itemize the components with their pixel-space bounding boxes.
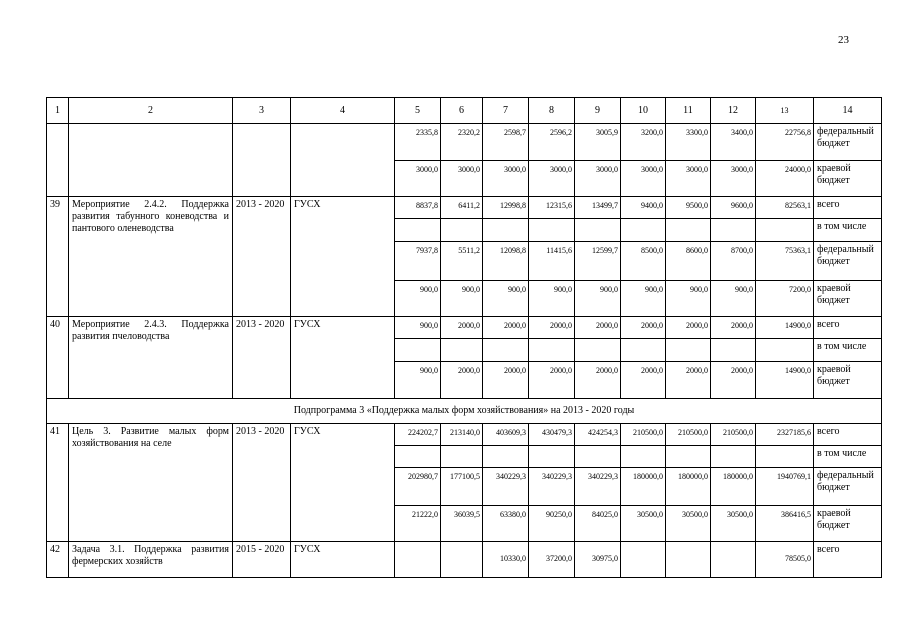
period-cell bbox=[233, 124, 291, 197]
total-cell: 14900,0 bbox=[756, 362, 814, 399]
value-cell: 9500,0 bbox=[666, 197, 711, 219]
value-cell bbox=[711, 339, 756, 362]
value-cell: 7937,8 bbox=[395, 242, 441, 281]
value-cell: 6411,2 bbox=[441, 197, 483, 219]
value-cell: 340229,3 bbox=[529, 468, 575, 506]
value-cell: 900,0 bbox=[711, 281, 756, 317]
period-cell: 2013 - 2020 bbox=[233, 424, 291, 542]
row-number-cell: 42 bbox=[47, 542, 69, 578]
value-cell: 900,0 bbox=[621, 281, 666, 317]
total-cell: 78505,0 bbox=[756, 542, 814, 578]
column-header: 13 bbox=[756, 98, 814, 124]
funding-source-cell: федеральный бюджет bbox=[814, 242, 882, 281]
value-cell bbox=[621, 542, 666, 578]
column-number-row bbox=[47, 98, 882, 124]
value-cell: 900,0 bbox=[395, 281, 441, 317]
funding-source-cell: всего bbox=[814, 197, 882, 219]
value-cell: 9600,0 bbox=[711, 197, 756, 219]
value-cell bbox=[441, 446, 483, 468]
value-cell: 8837,8 bbox=[395, 197, 441, 219]
value-cell bbox=[483, 339, 529, 362]
column-header: 1 bbox=[47, 98, 69, 124]
funding-source-cell: всего bbox=[814, 317, 882, 339]
total-cell bbox=[756, 339, 814, 362]
item-name-cell: Мероприятие 2.4.2. Поддержка развития табунного коневодства и пантового оленеводства bbox=[69, 197, 233, 317]
value-cell: 30975,0 bbox=[575, 542, 621, 578]
row-number-cell bbox=[47, 124, 69, 197]
value-cell: 2000,0 bbox=[441, 362, 483, 399]
value-cell bbox=[441, 542, 483, 578]
value-cell: 8500,0 bbox=[621, 242, 666, 281]
value-cell bbox=[711, 542, 756, 578]
value-cell bbox=[529, 339, 575, 362]
value-cell: 2000,0 bbox=[575, 362, 621, 399]
column-header: 5 bbox=[395, 98, 441, 124]
column-header: 10 bbox=[621, 98, 666, 124]
value-cell: 2596,2 bbox=[529, 124, 575, 161]
funding-source-cell: краевой бюджет bbox=[814, 161, 882, 197]
value-cell: 403609,3 bbox=[483, 424, 529, 446]
value-cell: 2000,0 bbox=[711, 317, 756, 339]
value-cell bbox=[395, 542, 441, 578]
value-cell: 3000,0 bbox=[711, 161, 756, 197]
value-cell: 84025,0 bbox=[575, 506, 621, 542]
funding-source-cell: в том числе bbox=[814, 219, 882, 242]
value-cell: 180000,0 bbox=[711, 468, 756, 506]
value-cell: 3200,0 bbox=[621, 124, 666, 161]
value-cell: 224202,7 bbox=[395, 424, 441, 446]
value-cell: 2000,0 bbox=[621, 317, 666, 339]
value-cell bbox=[575, 219, 621, 242]
value-cell: 180000,0 bbox=[666, 468, 711, 506]
value-cell: 340229,3 bbox=[575, 468, 621, 506]
value-cell: 63380,0 bbox=[483, 506, 529, 542]
value-cell: 2000,0 bbox=[666, 362, 711, 399]
value-cell: 2000,0 bbox=[575, 317, 621, 339]
executor-cell: ГУСХ bbox=[291, 542, 395, 578]
value-cell: 900,0 bbox=[395, 362, 441, 399]
value-cell: 3000,0 bbox=[666, 161, 711, 197]
value-cell: 424254,3 bbox=[575, 424, 621, 446]
value-cell: 12098,8 bbox=[483, 242, 529, 281]
page-number: 23 bbox=[838, 34, 849, 46]
value-cell bbox=[621, 339, 666, 362]
total-cell bbox=[756, 446, 814, 468]
value-cell: 900,0 bbox=[395, 317, 441, 339]
value-cell: 21222,0 bbox=[395, 506, 441, 542]
value-cell bbox=[666, 219, 711, 242]
executor-cell: ГУСХ bbox=[291, 197, 395, 317]
value-cell: 37200,0 bbox=[529, 542, 575, 578]
value-cell: 12599,7 bbox=[575, 242, 621, 281]
value-cell bbox=[621, 219, 666, 242]
value-cell bbox=[483, 446, 529, 468]
subprogram-title: Подпрограмма 3 «Поддержка малых форм хозяйствования» на 2013 - 2020 годы bbox=[47, 399, 882, 424]
funding-source-cell: в том числе bbox=[814, 446, 882, 468]
total-cell: 22756,8 bbox=[756, 124, 814, 161]
table-row bbox=[47, 317, 882, 339]
value-cell: 340229,3 bbox=[483, 468, 529, 506]
column-header: 7 bbox=[483, 98, 529, 124]
table-row bbox=[47, 424, 882, 446]
subprogram-header-row bbox=[47, 399, 882, 424]
budget-table bbox=[46, 97, 882, 578]
value-cell: 430479,3 bbox=[529, 424, 575, 446]
value-cell: 8600,0 bbox=[666, 242, 711, 281]
value-cell bbox=[666, 446, 711, 468]
total-cell: 75363,1 bbox=[756, 242, 814, 281]
value-cell bbox=[395, 339, 441, 362]
column-header: 11 bbox=[666, 98, 711, 124]
value-cell: 900,0 bbox=[575, 281, 621, 317]
period-cell: 2015 - 2020 bbox=[233, 542, 291, 578]
value-cell: 210500,0 bbox=[666, 424, 711, 446]
value-cell: 36039,5 bbox=[441, 506, 483, 542]
value-cell: 2000,0 bbox=[529, 362, 575, 399]
value-cell: 9400,0 bbox=[621, 197, 666, 219]
total-cell bbox=[756, 219, 814, 242]
value-cell: 2000,0 bbox=[666, 317, 711, 339]
value-cell bbox=[575, 446, 621, 468]
total-cell: 14900,0 bbox=[756, 317, 814, 339]
value-cell: 900,0 bbox=[441, 281, 483, 317]
funding-source-cell: краевой бюджет bbox=[814, 506, 882, 542]
executor-cell: ГУСХ bbox=[291, 424, 395, 542]
value-cell: 3400,0 bbox=[711, 124, 756, 161]
value-cell: 210500,0 bbox=[621, 424, 666, 446]
value-cell: 2320,2 bbox=[441, 124, 483, 161]
value-cell bbox=[441, 219, 483, 242]
value-cell: 30500,0 bbox=[711, 506, 756, 542]
period-cell: 2013 - 2020 bbox=[233, 197, 291, 317]
item-name-cell bbox=[69, 124, 233, 197]
value-cell: 30500,0 bbox=[666, 506, 711, 542]
value-cell: 13499,7 bbox=[575, 197, 621, 219]
value-cell bbox=[395, 446, 441, 468]
value-cell bbox=[395, 219, 441, 242]
funding-source-cell: федеральный бюджет bbox=[814, 124, 882, 161]
value-cell: 12315,6 bbox=[529, 197, 575, 219]
funding-source-cell: федеральный бюджет bbox=[814, 468, 882, 506]
value-cell bbox=[575, 339, 621, 362]
value-cell: 213140,0 bbox=[441, 424, 483, 446]
value-cell: 900,0 bbox=[529, 281, 575, 317]
value-cell: 3000,0 bbox=[621, 161, 666, 197]
column-header: 3 bbox=[233, 98, 291, 124]
value-cell: 12998,8 bbox=[483, 197, 529, 219]
funding-source-cell: краевой бюджет bbox=[814, 362, 882, 399]
total-cell: 82563,1 bbox=[756, 197, 814, 219]
value-cell: 2598,7 bbox=[483, 124, 529, 161]
value-cell bbox=[711, 219, 756, 242]
value-cell: 8700,0 bbox=[711, 242, 756, 281]
value-cell bbox=[441, 339, 483, 362]
value-cell: 900,0 bbox=[483, 281, 529, 317]
value-cell: 3300,0 bbox=[666, 124, 711, 161]
value-cell bbox=[666, 339, 711, 362]
period-cell: 2013 - 2020 bbox=[233, 317, 291, 399]
value-cell: 3000,0 bbox=[441, 161, 483, 197]
value-cell: 3000,0 bbox=[575, 161, 621, 197]
value-cell: 10330,0 bbox=[483, 542, 529, 578]
value-cell: 2000,0 bbox=[483, 317, 529, 339]
row-number-cell: 41 bbox=[47, 424, 69, 542]
column-header: 6 bbox=[441, 98, 483, 124]
value-cell: 2000,0 bbox=[483, 362, 529, 399]
funding-source-cell: всего bbox=[814, 542, 882, 578]
column-header: 12 bbox=[711, 98, 756, 124]
total-cell: 1940769,1 bbox=[756, 468, 814, 506]
funding-source-cell: всего bbox=[814, 424, 882, 446]
column-header: 2 bbox=[69, 98, 233, 124]
value-cell bbox=[711, 446, 756, 468]
value-cell: 900,0 bbox=[666, 281, 711, 317]
value-cell bbox=[621, 446, 666, 468]
value-cell: 90250,0 bbox=[529, 506, 575, 542]
row-number-cell: 40 bbox=[47, 317, 69, 399]
value-cell: 3000,0 bbox=[395, 161, 441, 197]
column-header: 4 bbox=[291, 98, 395, 124]
value-cell: 2000,0 bbox=[529, 317, 575, 339]
value-cell: 5511,2 bbox=[441, 242, 483, 281]
value-cell bbox=[529, 446, 575, 468]
total-cell: 24000,0 bbox=[756, 161, 814, 197]
value-cell: 2000,0 bbox=[711, 362, 756, 399]
value-cell: 180000,0 bbox=[621, 468, 666, 506]
value-cell bbox=[666, 542, 711, 578]
column-header: 14 bbox=[814, 98, 882, 124]
value-cell: 2335,8 bbox=[395, 124, 441, 161]
table-row bbox=[47, 124, 882, 161]
value-cell: 3000,0 bbox=[483, 161, 529, 197]
value-cell: 11415,6 bbox=[529, 242, 575, 281]
item-name-cell: Цель 3. Развитие малых форм хозяйствования на селе bbox=[69, 424, 233, 542]
executor-cell: ГУСХ bbox=[291, 317, 395, 399]
row-number-cell: 39 bbox=[47, 197, 69, 317]
value-cell: 3000,0 bbox=[529, 161, 575, 197]
value-cell bbox=[529, 219, 575, 242]
table-row bbox=[47, 542, 882, 578]
value-cell bbox=[483, 219, 529, 242]
value-cell: 2000,0 bbox=[621, 362, 666, 399]
funding-source-cell: в том числе bbox=[814, 339, 882, 362]
column-header: 8 bbox=[529, 98, 575, 124]
table-row bbox=[47, 197, 882, 219]
total-cell: 2327185,6 bbox=[756, 424, 814, 446]
funding-source-cell: краевой бюджет bbox=[814, 281, 882, 317]
value-cell: 202980,7 bbox=[395, 468, 441, 506]
value-cell: 3005,9 bbox=[575, 124, 621, 161]
value-cell: 210500,0 bbox=[711, 424, 756, 446]
value-cell: 177100,5 bbox=[441, 468, 483, 506]
total-cell: 386416,5 bbox=[756, 506, 814, 542]
item-name-cell: Мероприятие 2.4.3. Поддержка развития пчеловодства bbox=[69, 317, 233, 399]
executor-cell bbox=[291, 124, 395, 197]
value-cell: 30500,0 bbox=[621, 506, 666, 542]
item-name-cell: Задача 3.1. Поддержка развития фермерских хозяйств bbox=[69, 542, 233, 578]
value-cell: 2000,0 bbox=[441, 317, 483, 339]
column-header: 9 bbox=[575, 98, 621, 124]
total-cell: 7200,0 bbox=[756, 281, 814, 317]
